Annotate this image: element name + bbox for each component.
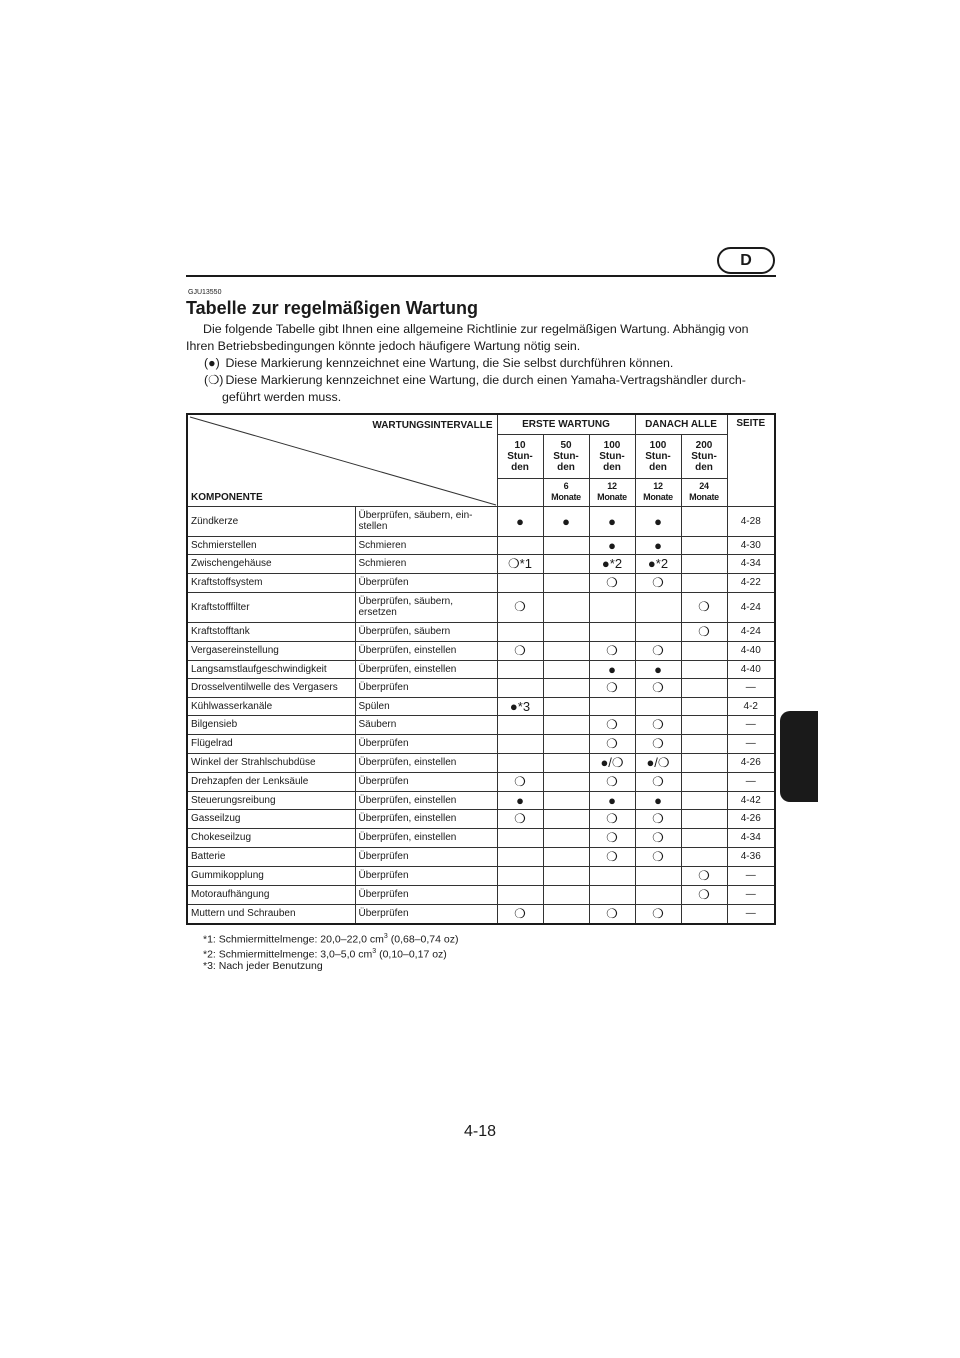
table-row: [187, 772, 775, 791]
interval-mark-cell: [681, 641, 727, 660]
table-row: [187, 715, 775, 734]
interval-mark-cell: ❍: [681, 885, 727, 904]
component-cell: Schmierstellen: [187, 536, 355, 554]
interval-mark-cell: ❍: [497, 772, 543, 791]
interval-mark-cell: [543, 622, 589, 641]
interval-mark-cell: [681, 506, 727, 536]
interval-mark-cell: [543, 753, 589, 772]
interval-mark-cell: ❍: [635, 678, 681, 697]
page-ref-cell: —: [727, 904, 775, 924]
maintenance-table: [186, 413, 776, 925]
interval-mark-cell: ●: [635, 791, 681, 809]
page-ref-cell: —: [727, 678, 775, 697]
interval-mark-cell: ❍: [681, 866, 727, 885]
component-cell: Motoraufhängung: [187, 885, 355, 904]
header-rule: [186, 275, 776, 277]
page-ref-cell: 4-36: [727, 847, 775, 866]
months-cell: 6 Monate: [543, 478, 589, 506]
interval-mark-cell: ❍: [589, 715, 635, 734]
page-ref-cell: 4-26: [727, 753, 775, 772]
interval-mark-cell: ❍: [497, 904, 543, 924]
interval-mark-cell: [497, 866, 543, 885]
interval-mark-cell: [543, 573, 589, 592]
interval-mark-cell: [681, 715, 727, 734]
footnotes: [203, 931, 458, 972]
table-row: [187, 885, 775, 904]
action-cell: Schmieren: [355, 536, 497, 554]
action-cell: Überprüfen: [355, 573, 497, 592]
page-ref-cell: 4-26: [727, 809, 775, 828]
interval-mark-cell: [497, 622, 543, 641]
component-cell: Batterie: [187, 847, 355, 866]
action-cell: Überprüfen, einstellen: [355, 753, 497, 772]
interval-mark-cell: ●/❍: [589, 753, 635, 772]
table-row: [187, 592, 775, 622]
interval-mark-cell: [635, 622, 681, 641]
interval-mark-cell: [681, 828, 727, 847]
interval-mark-cell: ●*2: [635, 554, 681, 573]
action-cell: Überprüfen, einstellen: [355, 791, 497, 809]
table-row: [187, 791, 775, 809]
page-number: 4-18: [463, 1123, 497, 1140]
component-cell: Gasseilzug: [187, 809, 355, 828]
interval-mark-cell: ●: [589, 791, 635, 809]
interval-mark-cell: [635, 697, 681, 715]
interval-mark-cell: [497, 715, 543, 734]
interval-mark-cell: [497, 885, 543, 904]
interval-mark-cell: ●: [589, 536, 635, 554]
component-cell: Muttern und Schrauben: [187, 904, 355, 924]
table-row: [187, 734, 775, 753]
page-ref-cell: 4-40: [727, 660, 775, 678]
action-cell: Schmieren: [355, 554, 497, 573]
table-row: [187, 573, 775, 592]
component-cell: Drosselventilwelle des Vergasers: [187, 678, 355, 697]
page-ref-cell: —: [727, 734, 775, 753]
action-cell: Überprüfen: [355, 904, 497, 924]
action-cell: Überprüfen: [355, 678, 497, 697]
component-heading: KOMPONENTE: [191, 491, 263, 503]
intervals-heading: WARTUNGSINTERVALLE: [372, 420, 493, 431]
interval-mark-cell: ❍: [635, 772, 681, 791]
hours-cell: 200 Stun- den: [681, 434, 727, 478]
interval-mark-cell: ●: [635, 660, 681, 678]
page-ref-cell: —: [727, 715, 775, 734]
action-cell: Überprüfen: [355, 734, 497, 753]
interval-mark-cell: ❍: [497, 641, 543, 660]
page-ref-cell: 4-30: [727, 536, 775, 554]
action-cell: Überprüfen, einstellen: [355, 660, 497, 678]
action-cell: Überprüfen, säubern, ein-stellen: [355, 506, 497, 536]
interval-mark-cell: [681, 772, 727, 791]
interval-mark-cell: [497, 536, 543, 554]
interval-mark-cell: [543, 554, 589, 573]
interval-mark-cell: ❍: [635, 715, 681, 734]
interval-mark-cell: ●: [635, 506, 681, 536]
component-cell: Bilgensieb: [187, 715, 355, 734]
page-ref-cell: 4-34: [727, 828, 775, 847]
intro-line-2: Ihren Betriebsbedingungen könnte jedoch häufigere Wartung nötig sein.: [186, 339, 581, 353]
months-cell: 24 Monate: [681, 478, 727, 506]
interval-mark-cell: ❍: [497, 809, 543, 828]
doc-code: GJU13550: [188, 289, 222, 296]
interval-mark-cell: [681, 573, 727, 592]
language-badge: D: [717, 247, 775, 274]
months-cell: 12 Monate: [635, 478, 681, 506]
interval-mark-cell: [543, 866, 589, 885]
after-every-heading: DANACH ALLE: [635, 414, 727, 434]
interval-mark-cell: ❍: [589, 828, 635, 847]
interval-mark-cell: [681, 753, 727, 772]
interval-mark-cell: ❍: [497, 592, 543, 622]
interval-mark-cell: [543, 592, 589, 622]
interval-mark-cell: [635, 885, 681, 904]
interval-mark-cell: ❍: [681, 592, 727, 622]
chapter-tab: [780, 711, 818, 802]
interval-mark-cell: ❍: [589, 904, 635, 924]
component-cell: Kraftstoffsystem: [187, 573, 355, 592]
table-row: [187, 753, 775, 772]
interval-mark-cell: [543, 847, 589, 866]
page-ref-cell: —: [727, 885, 775, 904]
action-cell: Überprüfen, säubern: [355, 622, 497, 641]
component-cell: Chokeseilzug: [187, 828, 355, 847]
component-cell: Zündkerze: [187, 506, 355, 536]
interval-mark-cell: [681, 791, 727, 809]
interval-mark-cell: [681, 660, 727, 678]
interval-mark-cell: [543, 809, 589, 828]
header-diagonal-cell: [187, 414, 497, 506]
interval-mark-cell: [681, 536, 727, 554]
interval-mark-cell: ❍: [635, 847, 681, 866]
action-cell: Überprüfen, säubern, ersetzen: [355, 592, 497, 622]
interval-mark-cell: [681, 697, 727, 715]
interval-mark-cell: ❍: [589, 641, 635, 660]
interval-mark-cell: [543, 641, 589, 660]
open-circle-symbol: (❍): [204, 373, 224, 387]
legend-text: Diese Markierung kennzeichnet eine Wartung, die durch einen Yamaha-Vertragshändler durch-: [225, 373, 746, 387]
page-ref-cell: 4-24: [727, 592, 775, 622]
interval-mark-cell: [681, 847, 727, 866]
intro-line-1: Die folgende Tabelle gibt Ihnen eine allgemeine Richtlinie zur regelmäßigen Wartung. Abhängig von: [203, 322, 749, 336]
interval-mark-cell: ●: [497, 791, 543, 809]
action-cell: Überprüfen: [355, 772, 497, 791]
hours-cell: 100 Stun- den: [635, 434, 681, 478]
interval-mark-cell: [543, 678, 589, 697]
interval-mark-cell: ❍: [589, 678, 635, 697]
filled-circle-symbol: (●): [204, 356, 220, 370]
interval-mark-cell: [497, 678, 543, 697]
hours-cell: 50 Stun- den: [543, 434, 589, 478]
page-ref-cell: 4-34: [727, 554, 775, 573]
table-row: [187, 660, 775, 678]
legend-text: Diese Markierung kennzeichnet eine Wartung, die Sie selbst durchführen können.: [225, 356, 674, 370]
legend-text-continued: geführt werden muss.: [222, 390, 342, 404]
interval-mark-cell: ❍: [589, 847, 635, 866]
table-row: [187, 809, 775, 828]
interval-mark-cell: ●*3: [497, 697, 543, 715]
interval-mark-cell: ❍: [589, 809, 635, 828]
interval-mark-cell: [681, 734, 727, 753]
legend-self-service: [204, 355, 776, 372]
table-row: [187, 828, 775, 847]
interval-mark-cell: [543, 791, 589, 809]
interval-mark-cell: [681, 809, 727, 828]
page-title: Tabelle zur regelmäßigen Wartung: [186, 298, 479, 318]
component-cell: Gummikopplung: [187, 866, 355, 885]
interval-mark-cell: [543, 536, 589, 554]
page-ref-cell: —: [727, 772, 775, 791]
page-ref-cell: 4-2: [727, 697, 775, 715]
action-cell: Überprüfen: [355, 847, 497, 866]
page-ref-cell: —: [727, 866, 775, 885]
interval-mark-cell: ❍: [589, 734, 635, 753]
interval-mark-cell: [497, 753, 543, 772]
page-heading: SEITE: [727, 414, 775, 506]
interval-mark-cell: [543, 697, 589, 715]
interval-mark-cell: [681, 904, 727, 924]
first-service-heading: ERSTE WARTUNG: [497, 414, 635, 434]
interval-mark-cell: ❍: [635, 904, 681, 924]
interval-mark-cell: [543, 885, 589, 904]
interval-mark-cell: ❍*1: [497, 554, 543, 573]
table-row: [187, 554, 775, 573]
component-cell: Flügelrad: [187, 734, 355, 753]
interval-mark-cell: ❍: [635, 809, 681, 828]
interval-mark-cell: ❍: [589, 573, 635, 592]
interval-mark-cell: [497, 847, 543, 866]
table-row: [187, 847, 775, 866]
interval-mark-cell: ❍: [681, 622, 727, 641]
interval-mark-cell: ❍: [635, 641, 681, 660]
action-cell: Überprüfen, einstellen: [355, 828, 497, 847]
interval-mark-cell: ●*2: [589, 554, 635, 573]
action-cell: Säubern: [355, 715, 497, 734]
page-ref-cell: 4-28: [727, 506, 775, 536]
interval-mark-cell: [543, 772, 589, 791]
months-cell: 12 Monate: [589, 478, 635, 506]
footnote-3: *3: Nach jeder Benutzung: [203, 960, 323, 972]
interval-mark-cell: ●: [589, 660, 635, 678]
interval-mark-cell: ●: [497, 506, 543, 536]
interval-mark-cell: [497, 828, 543, 847]
action-cell: Überprüfen, einstellen: [355, 809, 497, 828]
interval-mark-cell: [589, 697, 635, 715]
component-cell: Kraftstofftank: [187, 622, 355, 641]
interval-mark-cell: [589, 622, 635, 641]
page-ref-cell: 4-40: [727, 641, 775, 660]
table-row: [187, 622, 775, 641]
interval-mark-cell: [497, 573, 543, 592]
component-cell: Drehzapfen der Lenksäule: [187, 772, 355, 791]
component-cell: Kühlwasserkanäle: [187, 697, 355, 715]
interval-mark-cell: [543, 734, 589, 753]
page-ref-cell: 4-42: [727, 791, 775, 809]
interval-mark-cell: [543, 828, 589, 847]
table-row: [187, 866, 775, 885]
action-cell: Überprüfen: [355, 885, 497, 904]
maintenance-table-body: [187, 506, 775, 924]
hours-cell: 100 Stun- den: [589, 434, 635, 478]
interval-mark-cell: ❍: [589, 772, 635, 791]
months-cell: [497, 478, 543, 506]
interval-mark-cell: [681, 678, 727, 697]
component-cell: Kraftstofffilter: [187, 592, 355, 622]
interval-mark-cell: [543, 904, 589, 924]
interval-mark-cell: ●/❍: [635, 753, 681, 772]
table-row: [187, 536, 775, 554]
interval-mark-cell: ❍: [635, 828, 681, 847]
table-row: [187, 641, 775, 660]
component-cell: Winkel der Strahlschubdüse: [187, 753, 355, 772]
interval-mark-cell: [589, 592, 635, 622]
interval-mark-cell: [497, 660, 543, 678]
action-cell: Überprüfen: [355, 866, 497, 885]
interval-mark-cell: [681, 554, 727, 573]
legend-dealer-service: [204, 372, 776, 406]
interval-mark-cell: [635, 866, 681, 885]
interval-mark-cell: ●: [543, 506, 589, 536]
table-row: [187, 904, 775, 924]
table-row: [187, 506, 775, 536]
component-cell: Zwischengehäuse: [187, 554, 355, 573]
intro-paragraph: [186, 321, 776, 355]
interval-mark-cell: [497, 734, 543, 753]
interval-mark-cell: ❍: [635, 573, 681, 592]
interval-mark-cell: [589, 885, 635, 904]
footnote-2: *2: Schmiermittelmenge: 3,0–5,0 $cm^3$ (0,10–0,17 oz): [203, 947, 447, 960]
table-row: [187, 697, 775, 715]
interval-mark-cell: ❍: [635, 734, 681, 753]
page-ref-cell: 4-22: [727, 573, 775, 592]
page-ref-cell: 4-24: [727, 622, 775, 641]
footnote-1: *1: Schmiermittelmenge: 20,0–22,0 $cm^3$ (0,68–0,74 oz): [203, 933, 459, 946]
table-row: [187, 678, 775, 697]
action-cell: Spülen: [355, 697, 497, 715]
interval-mark-cell: [543, 660, 589, 678]
interval-mark-cell: ●: [635, 536, 681, 554]
interval-mark-cell: ●: [589, 506, 635, 536]
interval-mark-cell: [589, 866, 635, 885]
interval-mark-cell: [543, 715, 589, 734]
component-cell: Langsamstlaufgeschwindigkeit: [187, 660, 355, 678]
hours-cell: 10 Stun- den: [497, 434, 543, 478]
component-cell: Vergasereinstellung: [187, 641, 355, 660]
action-cell: Überprüfen, einstellen: [355, 641, 497, 660]
interval-mark-cell: [635, 592, 681, 622]
component-cell: Steuerungsreibung: [187, 791, 355, 809]
